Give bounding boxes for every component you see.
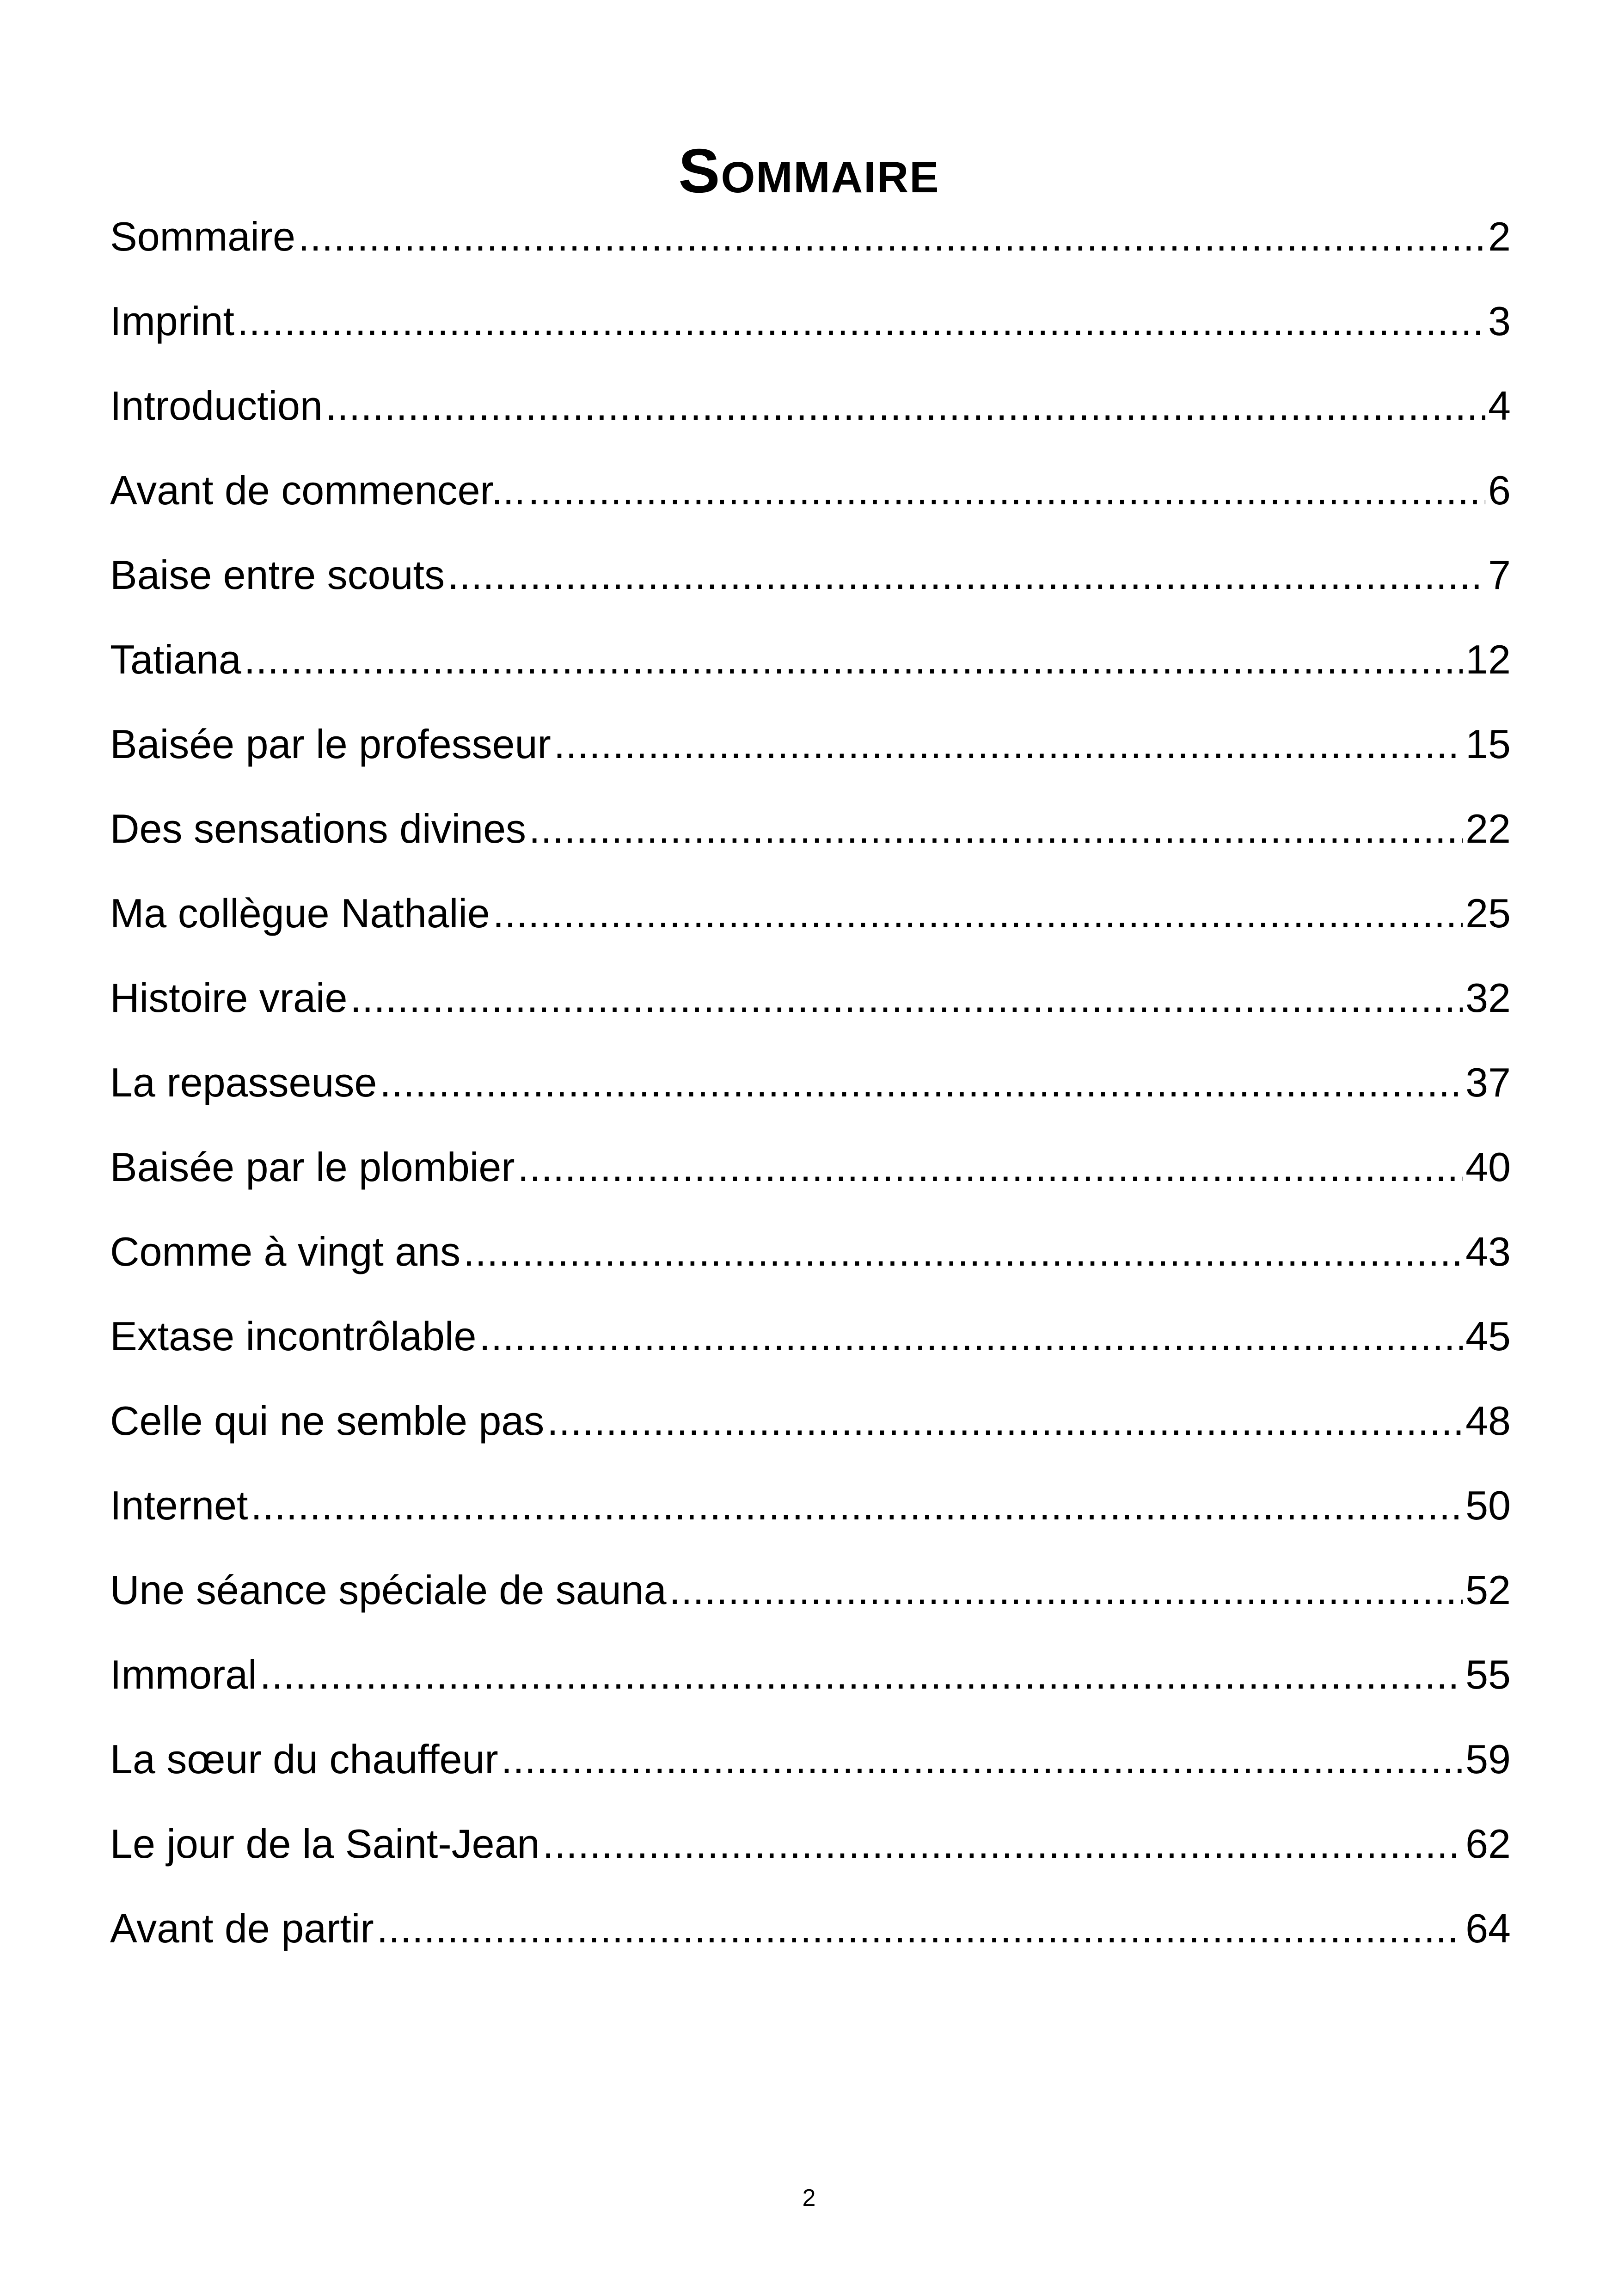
- toc-entry[interactable]: [110, 871, 1511, 955]
- toc-dot-leader: [479, 1294, 1463, 1378]
- toc-entry-title: Des sensations divines: [110, 806, 527, 851]
- toc-entry-page: 48: [1465, 1398, 1511, 1444]
- toc-entry[interactable]: [110, 279, 1511, 363]
- toc-entry-page: 3: [1488, 298, 1511, 344]
- toc-entry-title: Introduction: [110, 383, 323, 429]
- toc-entry[interactable]: [110, 1463, 1511, 1548]
- toc-dot-leader: [669, 1548, 1463, 1632]
- toc-entry-title: Comme à vingt ans: [110, 1229, 461, 1274]
- toc-entry-page: 32: [1465, 975, 1511, 1021]
- toc-dot-leader: [350, 955, 1463, 1040]
- toc-dot-leader: [251, 1463, 1463, 1548]
- toc-dot-leader: [518, 1125, 1463, 1209]
- toc-entry-page: 2: [1488, 214, 1511, 259]
- toc-entry[interactable]: [110, 1209, 1511, 1294]
- toc-entry-page: 45: [1465, 1313, 1511, 1359]
- toc-entry-title: Une séance spéciale de sauna: [110, 1567, 667, 1613]
- toc-entry[interactable]: [110, 1294, 1511, 1378]
- toc-entry[interactable]: [110, 1717, 1511, 1801]
- toc-entry-page: 52: [1465, 1567, 1511, 1613]
- toc-entry-page: 22: [1465, 806, 1511, 851]
- toc-entry-page: 62: [1465, 1821, 1511, 1867]
- toc-entry[interactable]: [110, 955, 1511, 1040]
- toc-entry-title: Sommaire: [110, 214, 295, 259]
- toc-dot-leader: [244, 617, 1463, 702]
- toc-entry[interactable]: [110, 1886, 1511, 1971]
- toc-entry[interactable]: [110, 1801, 1511, 1886]
- toc-dot-leader: [298, 194, 1485, 279]
- toc-entry-page: 6: [1488, 467, 1511, 513]
- toc-entry-page: 43: [1465, 1229, 1511, 1274]
- toc-entry-page: 50: [1465, 1482, 1511, 1528]
- toc-entry[interactable]: [110, 702, 1511, 786]
- toc-dot-leader: [528, 448, 1485, 533]
- toc-dot-leader: [380, 1040, 1463, 1125]
- toc-dot-leader: [501, 1717, 1463, 1801]
- toc-entry[interactable]: [110, 1040, 1511, 1125]
- toc-entry-page: 64: [1465, 1905, 1511, 1951]
- toc-entry-page: 12: [1465, 637, 1511, 682]
- toc-entry[interactable]: [110, 1548, 1511, 1632]
- toc-dot-leader: [529, 786, 1463, 871]
- toc-entry[interactable]: [110, 1632, 1511, 1717]
- toc-entry-page: 55: [1465, 1652, 1511, 1697]
- toc-entry[interactable]: [110, 194, 1511, 279]
- toc-dot-leader: [493, 871, 1463, 955]
- toc-entry[interactable]: [110, 786, 1511, 871]
- toc-dot-leader: [237, 279, 1485, 363]
- toc-dot-leader: [554, 702, 1463, 786]
- toc-entry-page: 4: [1488, 383, 1511, 429]
- toc-entry-page: 25: [1465, 890, 1511, 936]
- toc-entry-page: 59: [1465, 1736, 1511, 1782]
- toc-entry-page: 40: [1465, 1144, 1511, 1190]
- page-number: 2: [802, 2185, 816, 2211]
- toc-entry-title: Baisée par le plombier: [110, 1144, 515, 1190]
- toc-entry[interactable]: [110, 363, 1511, 448]
- toc-entry-page: 7: [1488, 552, 1511, 598]
- toc-entry-page: 15: [1465, 721, 1511, 767]
- toc-entry-title: Imprint: [110, 298, 234, 344]
- toc-dot-leader: [547, 1378, 1463, 1463]
- toc-entry-page: 37: [1465, 1059, 1511, 1105]
- toc-entry-title: Avant de partir: [110, 1905, 374, 1951]
- toc-entry-title: Internet: [110, 1482, 248, 1528]
- toc-entry-title: Baise entre scouts: [110, 552, 445, 598]
- toc-entry-title: Tatiana: [110, 637, 241, 682]
- toc-entry[interactable]: [110, 1125, 1511, 1209]
- toc-entry[interactable]: [110, 448, 1511, 533]
- toc-dot-leader: [325, 363, 1485, 448]
- toc-entry-title: Histoire vraie: [110, 975, 348, 1021]
- page-title: Sommaire: [678, 136, 940, 206]
- table-of-contents: [110, 194, 1511, 1971]
- toc-dot-leader: [463, 1209, 1463, 1294]
- toc-entry-title: La sœur du chauffeur: [110, 1736, 498, 1782]
- toc-entry-title: Celle qui ne semble pas: [110, 1398, 545, 1444]
- toc-dot-leader: [377, 1886, 1463, 1971]
- toc-entry-title: Extase incontrôlable: [110, 1313, 477, 1359]
- toc-entry-title: Avant de commencer...: [110, 467, 526, 513]
- toc-entry-title: La repasseuse: [110, 1059, 377, 1105]
- toc-entry[interactable]: [110, 617, 1511, 702]
- toc-entry-title: Le jour de la Saint-Jean: [110, 1821, 540, 1867]
- toc-entry[interactable]: [110, 1378, 1511, 1463]
- toc-dot-leader: [260, 1632, 1463, 1717]
- toc-dot-leader: [447, 533, 1485, 617]
- toc-dot-leader: [543, 1801, 1463, 1886]
- toc-entry-title: Ma collègue Nathalie: [110, 890, 490, 936]
- toc-entry[interactable]: [110, 533, 1511, 617]
- toc-entry-title: Baisée par le professeur: [110, 721, 551, 767]
- toc-entry-title: Immoral: [110, 1652, 257, 1697]
